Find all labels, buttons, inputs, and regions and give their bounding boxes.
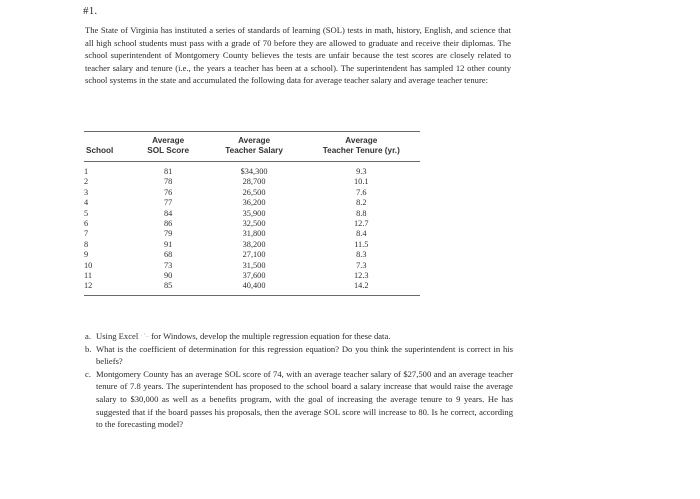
- cell-school: 8: [84, 239, 89, 249]
- table-body: [84, 162, 420, 296]
- cell-teacher-salary: 32,500: [242, 219, 266, 229]
- data-table: [84, 131, 420, 296]
- cell-school: 2: [84, 177, 89, 187]
- cell-teacher-salary: 26,500: [242, 187, 266, 197]
- cell-sol-score: 90: [164, 271, 173, 281]
- question-b-text: What is the coefficient of determination for this regression equation? Do you think the superintendent is correct in his beliefs?: [96, 343, 513, 367]
- table-row: [84, 281, 420, 295]
- cell-teacher-tenure: 12.7: [354, 219, 369, 229]
- cell-sol-score: 73: [164, 260, 173, 270]
- table-row: [84, 271, 420, 281]
- question-b-marker: b.: [85, 343, 92, 354]
- cell-school: 11: [84, 271, 92, 281]
- trademark-glyph: · ‘..: [140, 333, 149, 339]
- table-row: [84, 209, 420, 219]
- cell-sol-score: 81: [164, 167, 173, 176]
- question-c-text: Montgomery County has an average SOL score of 74, with an average teacher salary of $27,500 and an average teacher tenure of 7.8 years. The superintendent has proposed to the school board a salary increase that would raise the average salary to $30,000 as well as a benefits program, with the goal of increasing the average tenure to 9 years. He has suggested that if the board passes his proposals, then the average SOL score will increase to 80. Is he correct, according to the forecasting model?: [96, 368, 513, 430]
- cell-teacher-tenure: 8.3: [356, 250, 367, 260]
- header-teacher-tenure: [303, 132, 420, 162]
- cell-teacher-salary: $34,300: [240, 167, 268, 176]
- cell-sol-score: 85: [131, 281, 206, 295]
- cell-school: 9: [84, 250, 89, 260]
- cell-teacher-tenure: 7.3: [356, 260, 367, 270]
- header-tenure-line1: Average: [345, 136, 378, 145]
- cell-teacher-tenure: 8.8: [356, 208, 367, 218]
- cell-sol-score: 86: [164, 219, 173, 229]
- cell-teacher-salary: 35,900: [242, 208, 266, 218]
- cell-teacher-salary: 36,200: [242, 198, 266, 208]
- table-row: [84, 177, 420, 187]
- header-sol-score: [131, 132, 206, 162]
- table-row: [84, 162, 420, 178]
- question-a-text-before: Using Excel: [96, 331, 139, 341]
- cell-school: 6: [84, 219, 89, 229]
- cell-sol-score: 77: [164, 198, 173, 208]
- header-tenure-line2: Teacher Tenure (yr.): [322, 146, 400, 155]
- table-row: [84, 198, 420, 208]
- cell-school: 10: [84, 260, 93, 270]
- header-school: School: [84, 132, 131, 162]
- cell-teacher-salary: 40,400: [206, 281, 303, 295]
- table-row: [84, 188, 420, 198]
- question-c-marker: c.: [85, 368, 91, 379]
- cell-teacher-tenure: 11.5: [354, 239, 369, 249]
- cell-school: 7: [84, 229, 89, 239]
- table-row: [84, 229, 420, 239]
- cell-school: 3: [84, 187, 89, 197]
- question-c: [85, 368, 513, 431]
- cell-teacher-tenure: 8.2: [356, 198, 367, 208]
- question-a: [85, 330, 513, 343]
- header-sol-line2: SOL Score: [147, 146, 189, 155]
- header-teacher-salary: [206, 132, 303, 162]
- cell-school: 12: [84, 281, 131, 295]
- cell-teacher-salary: 31,800: [242, 229, 266, 239]
- problem-number: #1.: [83, 5, 98, 17]
- cell-teacher-tenure: 10.1: [354, 177, 369, 187]
- table-row: [84, 240, 420, 250]
- cell-teacher-tenure: 9.3: [356, 167, 367, 176]
- cell-sol-score: 79: [164, 229, 173, 239]
- cell-teacher-tenure: 8.4: [356, 229, 367, 239]
- header-salary-line1: Average: [238, 136, 271, 145]
- cell-sol-score: 78: [164, 177, 173, 187]
- cell-teacher-salary: 31,500: [242, 260, 266, 270]
- table-row: [84, 261, 420, 271]
- cell-teacher-salary: 28,700: [242, 177, 266, 187]
- question-b: [85, 343, 513, 368]
- table-header: [84, 132, 420, 162]
- cell-teacher-tenure: 12.3: [354, 271, 369, 281]
- table-row: [84, 219, 420, 229]
- cell-sol-score: 91: [164, 239, 173, 249]
- question-list: [85, 330, 513, 431]
- cell-school: 5: [84, 208, 89, 218]
- cell-teacher-tenure: 14.2: [303, 281, 420, 295]
- cell-sol-score: 76: [164, 187, 173, 197]
- header-salary-line2: Teacher Salary: [225, 146, 283, 155]
- cell-sol-score: 68: [164, 250, 173, 260]
- cell-teacher-tenure: 7.6: [356, 187, 367, 197]
- cell-sol-score: 84: [164, 208, 173, 218]
- cell-school: 4: [84, 198, 89, 208]
- cell-teacher-salary: 38,200: [242, 239, 266, 249]
- cell-teacher-salary: 27,100: [242, 250, 266, 260]
- header-sol-line1: Average: [152, 136, 185, 145]
- question-a-text-after: for Windows, develop the multiple regression equation for these data.: [151, 331, 391, 341]
- table-row: [84, 250, 420, 260]
- cell-teacher-salary: 37,600: [242, 271, 266, 281]
- question-a-marker: a.: [85, 331, 91, 341]
- cell-school: 1: [84, 167, 89, 176]
- problem-intro: The State of Virginia has instituted a series of standards of learning (SOL) tests in math, history, English, and science that all high school students must pass with a grade of 70 before they are allowed to graduate and receive their diplomas. The school superintendent of Montgomery County believes the tests are unfair because the test scores are closely related to teacher salary and tenure (i.e., the years a teacher has been at a school). The superintendent has sampled 12 other county school systems in the state and accumulated the following data for average teacher salary and average teacher tenure:: [85, 25, 511, 86]
